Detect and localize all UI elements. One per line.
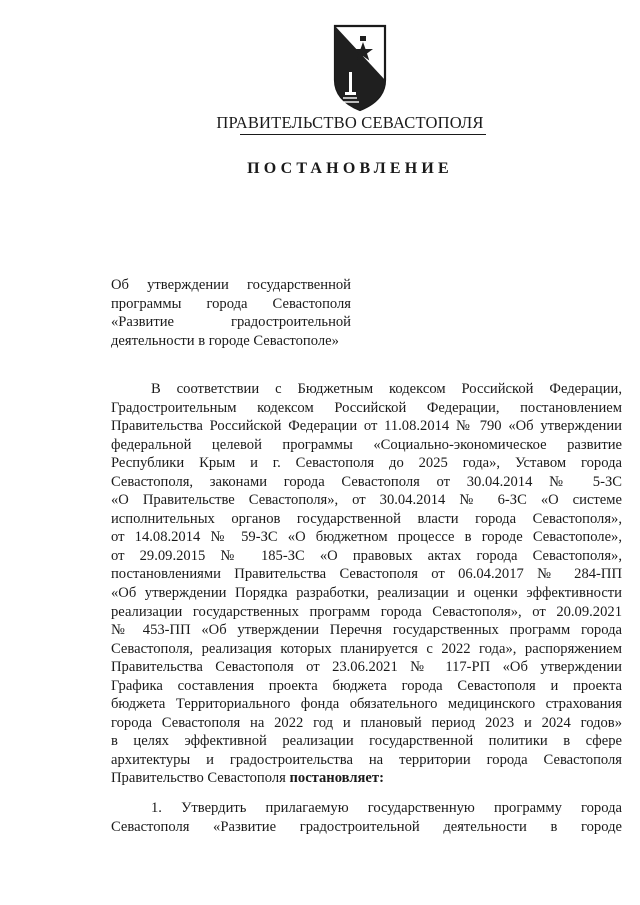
subject-line: Об утверждении государственной — [111, 277, 351, 293]
preamble-line: реализации государственных программ города Севастополя», от 20.09.2021 — [111, 603, 622, 620]
resolves-keyword: постановляет: — [289, 770, 384, 787]
preamble-line: В соответствии с Бюджетным кодексом Российской Федерации, — [151, 381, 622, 397]
government-name: ПРАВИТЕЛЬСТВО СЕВАСТОПОЛЯ — [216, 113, 484, 132]
preamble-line: от 14.08.2014 № 59-ЗС «О бюджетном процессе в городе Севастополе», — [111, 529, 622, 546]
subject-line: программы города Севастополя — [111, 295, 351, 312]
preamble-line: Градостроительным кодексом Российской Федерации, постановлением — [111, 399, 622, 416]
document-type-title: ПОСТАНОВЛЕНИЕ — [247, 160, 453, 177]
preamble-line: от 29.09.2015 № 185-ЗС «О правовых актах города Севастополя», — [111, 547, 622, 564]
resolution-item-1 — [111, 799, 622, 836]
item-line: 1. Утвердить прилагаемую государственную программу города — [151, 800, 622, 816]
preamble-line: Севастополя, реализация которых планируется с 2022 года», распоряжением — [111, 640, 622, 657]
preamble-final-line — [111, 769, 622, 788]
preamble-line: города Севастополя на 2022 год и плановый период 2023 и 2024 годов» — [111, 714, 622, 731]
preamble-line: Графика составления проекта бюджета города Севастополя и проекта — [111, 677, 622, 694]
preamble-line: постановлениями Правительства Севастополя от 06.04.2017 № 284-ПП — [111, 566, 622, 583]
preamble-line: Правительства Севастополя от 23.06.2021 № 117-РП «Об утверждении — [111, 659, 622, 676]
preamble-line: исполнительных органов государственной власти города Севастополя», — [111, 510, 622, 527]
header-underline — [240, 134, 486, 135]
preamble-paragraph — [111, 380, 622, 788]
preamble-line: № 453-ПП «Об утверждении Перечня государственных программ города — [111, 622, 622, 639]
preamble-line: «Об утверждении Порядка разработки, реализации и оценки эффективности — [111, 585, 622, 602]
preamble-line: Севастополя, законами города Севастополя от 30.04.2014 № 5-ЗС — [111, 473, 622, 490]
subject-line: «Развитие градостроительной — [111, 314, 351, 331]
preamble-line: Республики Крым и г. Севастополя до 2025 года», Уставом города — [111, 455, 622, 472]
document-subject — [111, 276, 351, 350]
preamble-line: в целях эффективной реализации государственной политики в сфере — [111, 733, 622, 750]
preamble-line: архитектуры и градостроительства на территории города Севастополя — [111, 751, 622, 768]
preamble-line: федеральной целевой программы «Социально-экономическое развитие — [111, 436, 622, 453]
preamble-final-prefix: Правительство Севастополя — [111, 770, 290, 787]
preamble-line: Правительства Российской Федерации от 11.08.2014 № 790 «Об утверждении — [111, 418, 622, 435]
subject-line: деятельности в городе Севастополе» — [111, 332, 339, 349]
preamble-line: «О Правительстве Севастополя», от 30.04.2014 № 6-ЗС «О системе — [111, 492, 622, 509]
item-line: Севастополя «Развитие градостроительной деятельности в городе — [111, 818, 622, 835]
preamble-line: бюджета Территориального фонда обязательного медицинского страхования — [111, 696, 622, 713]
sevastopol-coat-of-arms-icon — [329, 22, 391, 112]
